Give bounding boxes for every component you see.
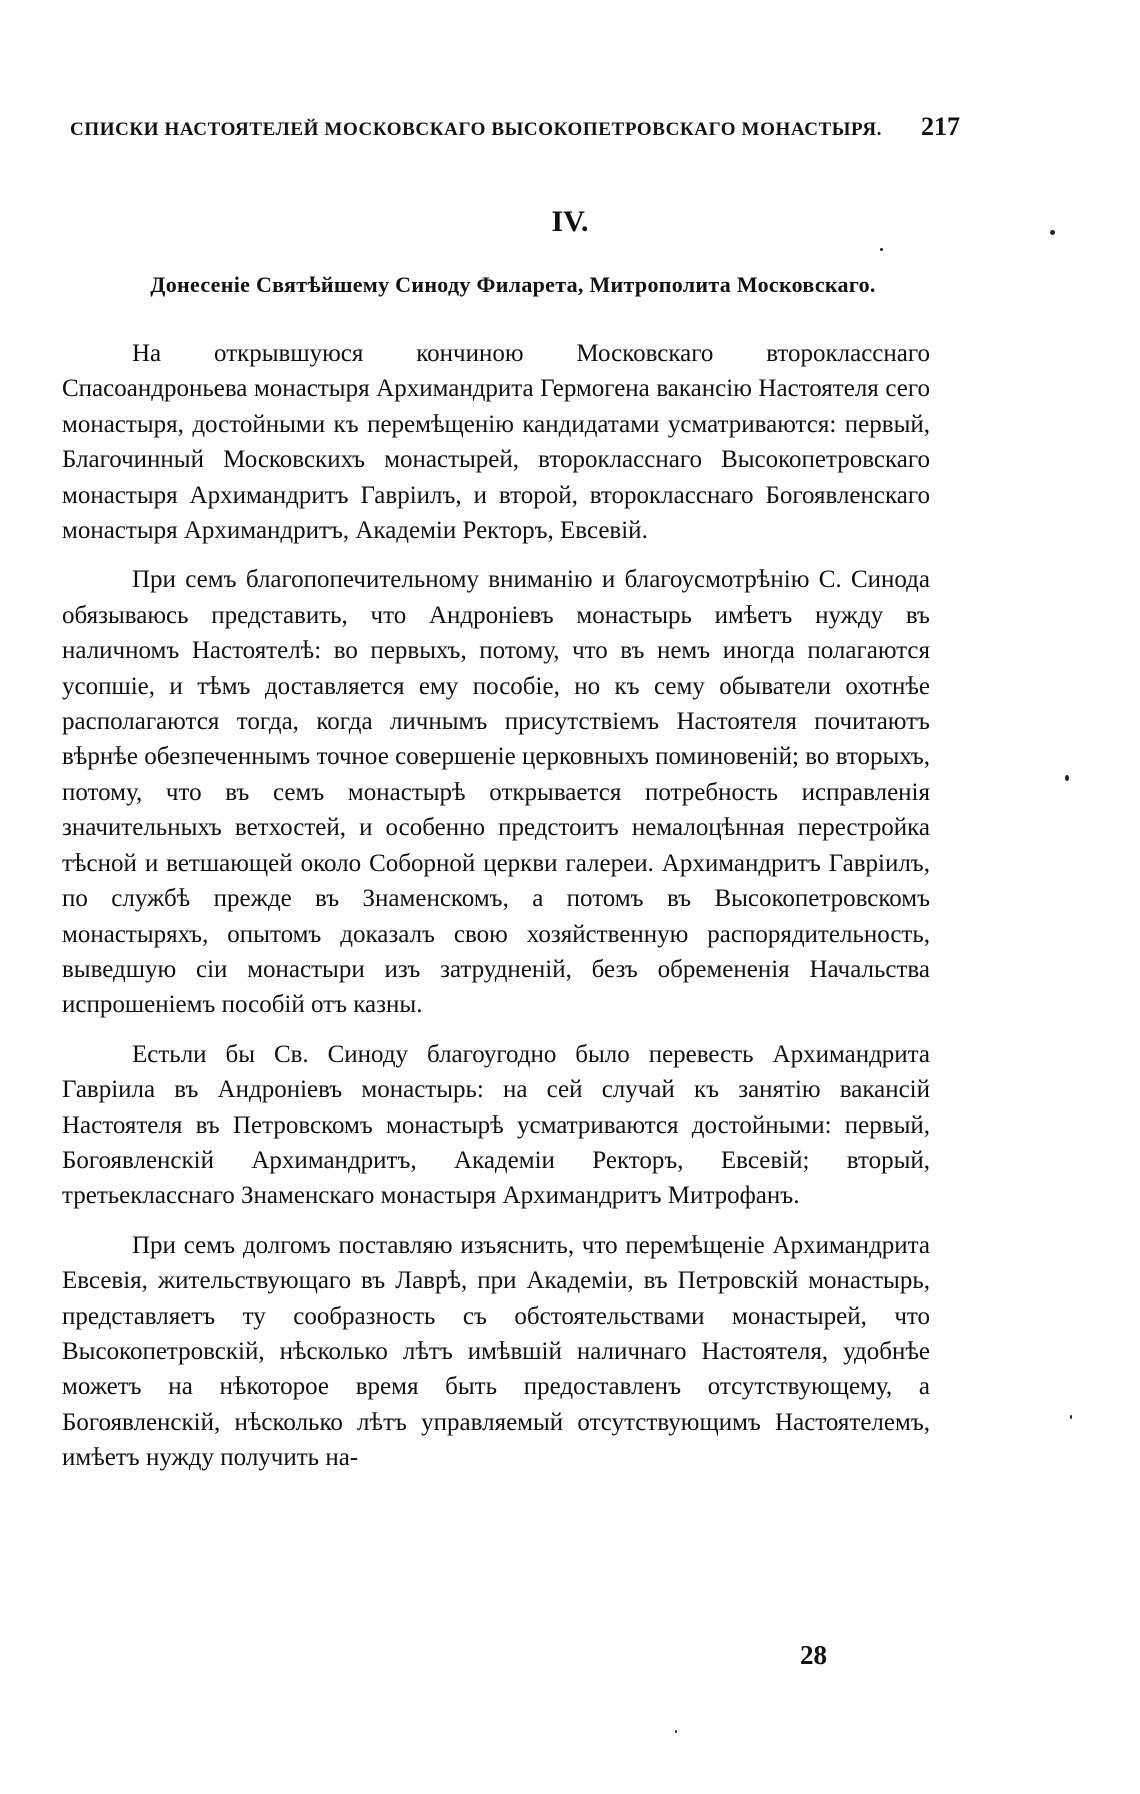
scan-speck: [880, 248, 883, 251]
running-title: СПИСКИ НАСТОЯТЕЛЕЙ МОСКОВСКАГО ВЫСОКОПЕТРОВСКАГО МОНАСТЫРЯ.: [70, 119, 882, 140]
signature-mark: 28: [800, 1640, 827, 1670]
scan-speck: [1050, 230, 1055, 235]
paragraph-2: При семъ благопопечительному вниманію и благоусмотрѣнію С. Синода обязываюсь представить, что Андроніевъ монастырь имѣетъ нужду въ наличномъ Настоятелѣ: во первыхъ, потому, что въ немъ иногда полагаются усопшіе, и тѣмъ доставляется ему пособіе, но къ сему обыватели охотнѣе располагаются тогда, когда личнымъ присутствіемъ Настоятеля почитаютъ вѣрнѣе обезпеченнымъ точное совершеніе церковныхъ поминовеній; во вторыхъ, потому, что въ семъ монастырѣ открывается потребность исправленія значительныхъ ветхостей, и особенно предстоитъ немалоцѣнная перестройка тѣсной и ветшающей около Соборной церкви галереи. Архимандритъ Гавріилъ, по службѣ прежде въ Знаменскомъ, а потомъ въ Высокопетровскомъ монастыряхъ, опытомъ доказалъ свою хозяйственную распорядительность, выведшую сіи монастыри изъ затрудненій, безъ обремененія Начальства испрошеніемъ пособій отъ казны.: [62, 566, 930, 1019]
body-text: [62, 336, 930, 1476]
scan-speck: [1070, 1415, 1072, 1419]
page-number: 217: [921, 112, 960, 141]
scan-speck: [675, 1730, 677, 1733]
section-number: IV.: [551, 205, 589, 238]
running-header: [70, 112, 960, 142]
scan-speck: [1065, 775, 1069, 781]
paragraph-4: При семъ долгомъ поставляю изъяснить, что перемѣщеніе Архимандрита Евсевія, жительствующаго въ Лаврѣ, при Академіи, въ Петровскій монастырь, представляетъ ту сообразность съ обстоятельствами монастырей, что Высокопетровскій, нѣсколько лѣтъ имѣвшій наличнаго Настоятеля, удобнѣе можетъ на нѣкоторое время быть предоставленъ отсутствующему, а Богоявленскій, нѣсколько лѣтъ управляемый отсутствующимъ Настоятелемъ, имѣетъ нужду получить на-: [62, 1231, 930, 1472]
paragraph-3: Естьли бы Св. Синоду благоугодно было перевесть Архимандрита Гавріила въ Андроніевъ монастырь: на сей случай къ занятію вакансій Настоятеля въ Петровскомъ монастырѣ усматриваются достойными: первый, Богоявленскій Архимандритъ, Академіи Ректоръ, Евсевій; вторый, третьекласснаго Знаменскаго монастыря Архимандритъ Митрофанъ.: [62, 1040, 930, 1210]
paragraph-1: На открывшуюся кончиною Московскаго второкласснаго Спасоандроньева монастыря Архимандрита Гермогена вакансію Настоятеля сего монастыря, достойными къ перемѣщенію кандидатами усматриваются: первый, Благочинный Московскихъ монастырей, второкласснаго Высокопетровскаго монастыря Архимандритъ Гавріилъ, и второй, второкласснаго Богоявленскаго монастыря Архимандритъ, Академіи Ректоръ, Евсевій.: [62, 340, 930, 545]
document-heading: Донесеніе Святѣйшему Синоду Филарета, Митрополита Московскаго.: [150, 272, 876, 297]
